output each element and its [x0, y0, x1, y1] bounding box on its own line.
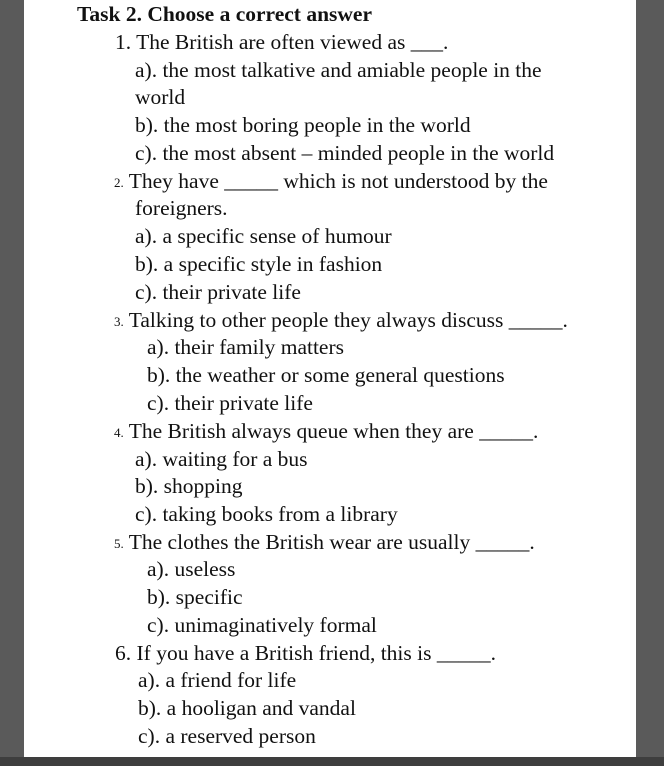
question-6 — [115, 640, 496, 666]
question-3-text: Talking to other people they always discuss _____. — [128, 308, 568, 332]
question-5-option-c: c). unimaginatively formal — [147, 613, 377, 637]
question-3-option-c: c). their private life — [147, 391, 313, 415]
question-5-text: The clothes the British wear are usually _____. — [128, 530, 535, 554]
question-4-text: The British always queue when they are _____. — [128, 419, 539, 443]
question-4 — [114, 418, 538, 446]
question-2-text-cont: foreigners. — [135, 196, 228, 220]
question-5-option-a: a). useless — [147, 557, 236, 581]
question-1 — [115, 29, 448, 55]
question-1-option-c: c). the most absent – minded people in the world — [135, 141, 555, 165]
question-4-option-c: c). taking books from a library — [135, 502, 398, 526]
question-3-option-b: b). the weather or some general questions — [147, 363, 505, 387]
question-3-number: 3. — [114, 314, 124, 329]
document-page — [24, 0, 636, 757]
question-3 — [114, 307, 568, 335]
question-2-option-c: c). their private life — [135, 280, 301, 304]
viewer-background-left — [0, 0, 24, 766]
question-1-text: The British are often viewed as ___. — [136, 30, 449, 54]
viewer-background-bottom — [0, 757, 664, 766]
question-2-number: 2. — [114, 175, 124, 190]
question-5-option-b: b). specific — [147, 585, 243, 609]
task-title: Task 2. Choose a correct answer — [77, 2, 373, 26]
question-4-option-b: b). shopping — [135, 474, 243, 498]
question-5-number: 5. — [114, 536, 124, 551]
question-1-option-a-cont: world — [135, 85, 186, 109]
question-2-text: They have _____ which is not understood by the — [128, 169, 548, 193]
question-5 — [114, 529, 535, 557]
question-4-number: 4. — [114, 425, 124, 440]
question-2-option-b: b). a specific style in fashion — [135, 252, 383, 276]
question-6-option-a: a). a friend for life — [138, 668, 297, 692]
question-1-number: 1. — [115, 30, 132, 54]
question-1-option-b: b). the most boring people in the world — [135, 113, 471, 137]
question-6-number: 6. — [115, 641, 132, 665]
question-2-option-a: a). a specific sense of humour — [135, 224, 392, 248]
question-6-option-b: b). a hooligan and vandal — [138, 696, 356, 720]
question-3-option-a: a). their family matters — [147, 335, 345, 359]
question-2 — [114, 168, 548, 196]
question-6-option-c: c). a reserved person — [138, 724, 316, 748]
question-4-option-a: a). waiting for a bus — [135, 447, 308, 471]
question-6-text: If you have a British friend, this is _____. — [136, 641, 496, 665]
question-1-option-a: a). the most talkative and amiable people in the — [135, 58, 542, 82]
viewer-background-right — [636, 0, 664, 766]
